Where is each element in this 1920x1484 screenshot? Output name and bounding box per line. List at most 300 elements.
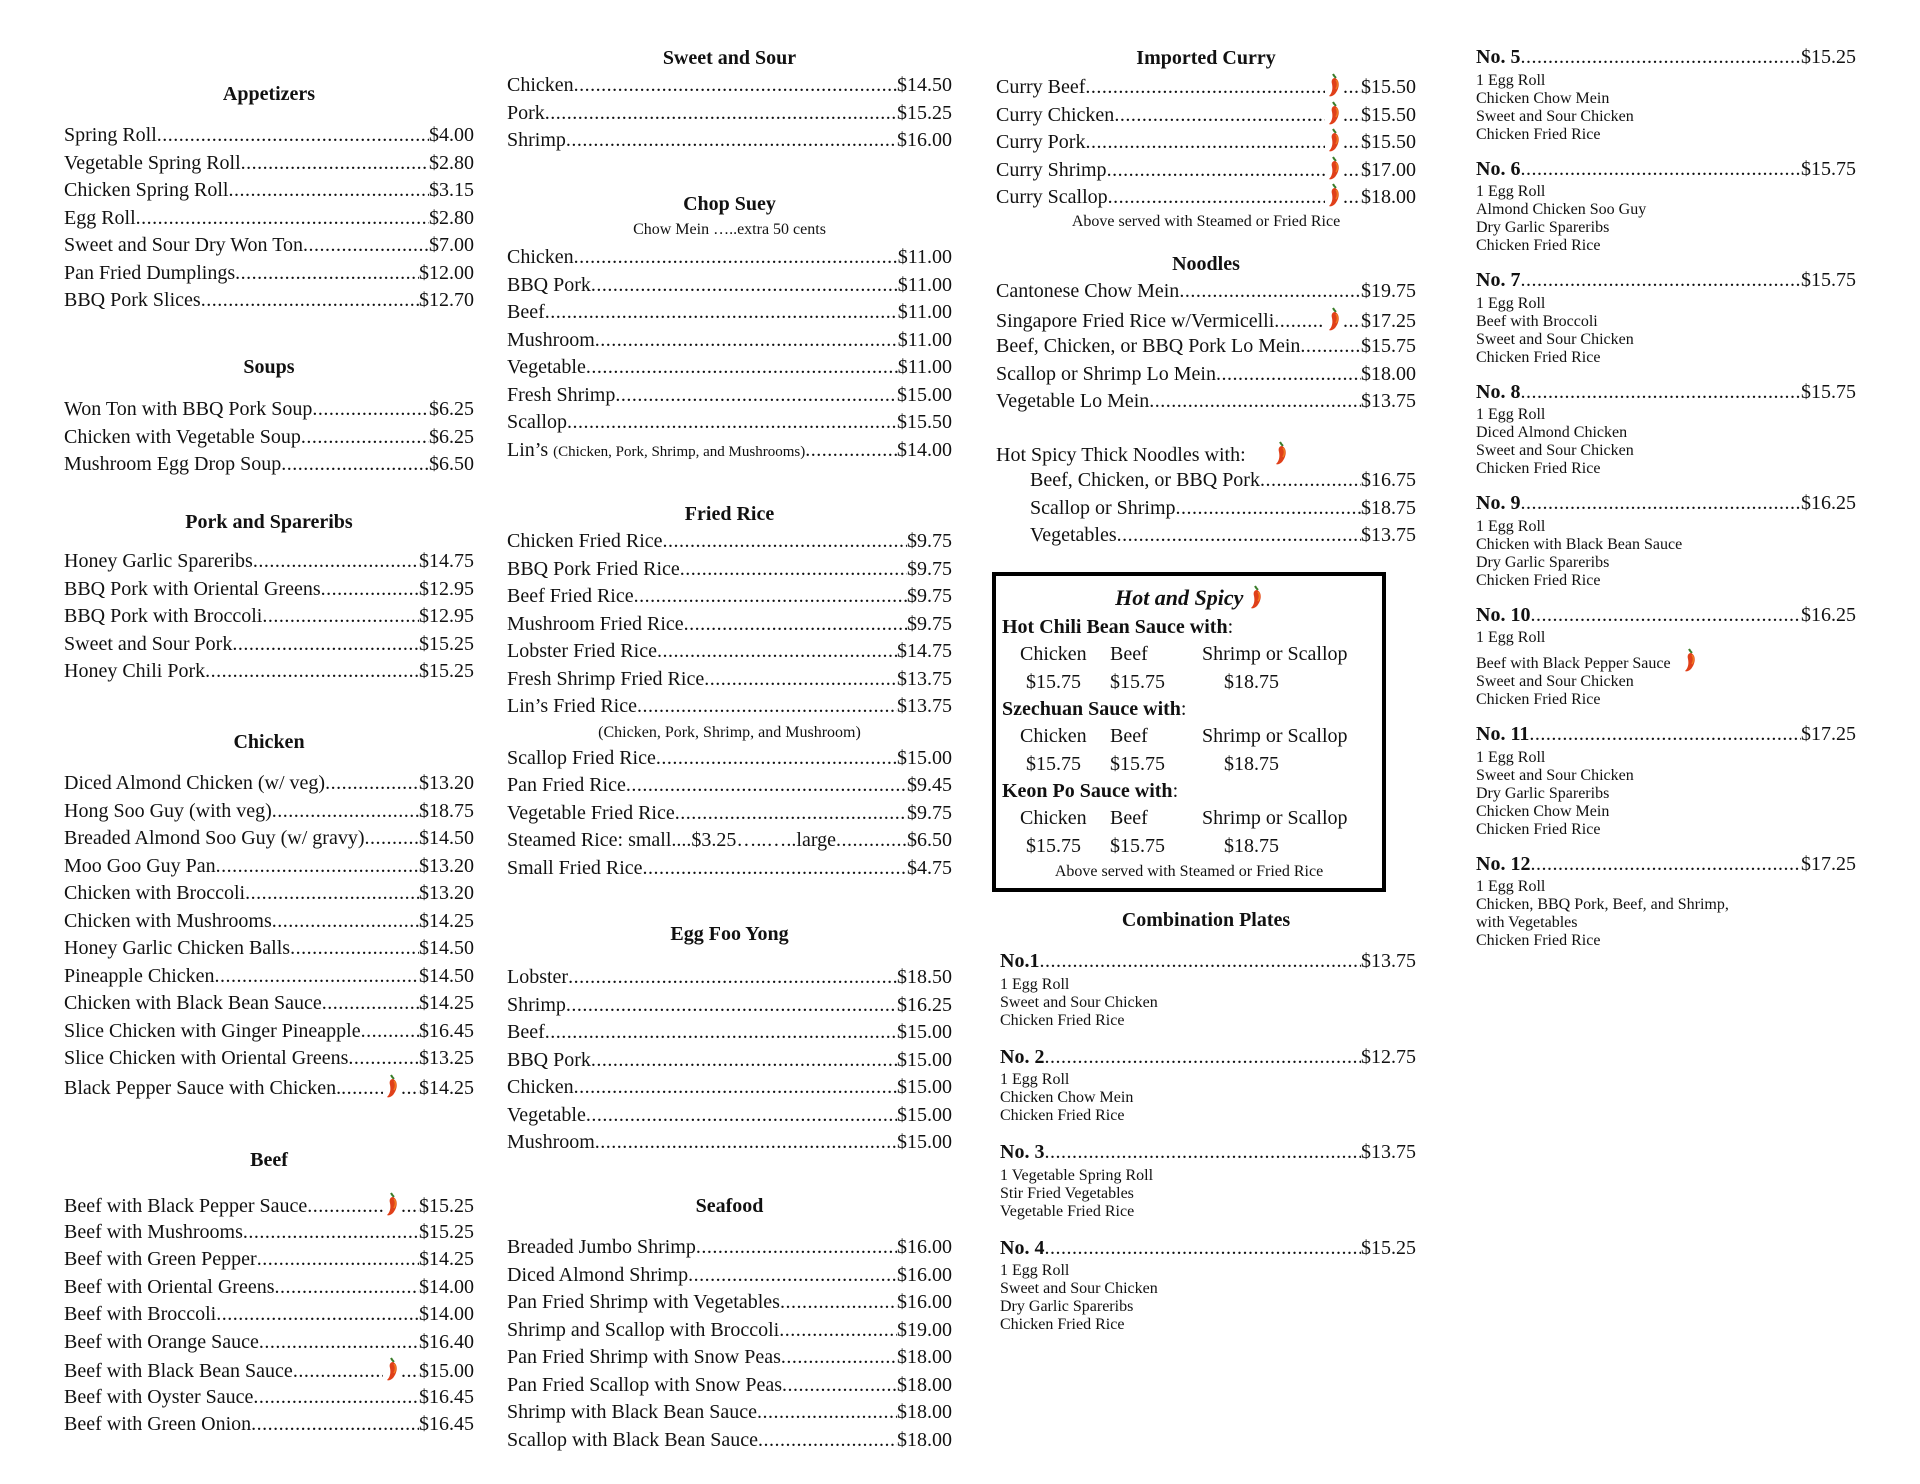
- item-price: $14.00: [419, 1303, 474, 1325]
- combo-item: Chicken Fried Rice: [1476, 571, 1601, 589]
- section-title: Chop Suey: [683, 193, 776, 215]
- dot-leader: [567, 409, 897, 437]
- menu-item: [64, 1191, 474, 1219]
- combo-item: 1 Egg Roll: [1000, 1262, 1070, 1279]
- menu-item: [507, 382, 952, 410]
- dot-leader: [307, 1193, 383, 1221]
- item-name: Beef with Oyster Sauce: [64, 1385, 254, 1408]
- item-name: Mushroom: [507, 328, 595, 351]
- column-header: Shrimp or Scallop: [1202, 807, 1348, 829]
- dot-leader: [1114, 102, 1325, 130]
- menu-item: [64, 880, 474, 908]
- item-name: Chicken: [507, 74, 574, 96]
- section-title: Egg Foo Yong: [670, 923, 789, 945]
- dot-leader: [688, 1262, 897, 1290]
- dot-leader: [322, 990, 419, 1018]
- sauce-price: $15.75: [1026, 835, 1081, 857]
- combo-plate: [1476, 602, 1856, 710]
- dot-leader: [1530, 602, 1801, 630]
- menu-item: [64, 658, 474, 686]
- item-name: Shrimp with Black Bean Sauce: [507, 1401, 757, 1423]
- item-name: Beef: [507, 1021, 545, 1043]
- dot-leader: [704, 666, 897, 694]
- pepper-icon: [1327, 182, 1341, 208]
- item-price: $9.75: [907, 612, 952, 635]
- pepper-icon: [1249, 584, 1263, 610]
- dot-leader: [216, 853, 419, 881]
- item-name: Breaded Almond Soo Guy (w/ gravy): [64, 827, 365, 849]
- combo-plate: [1476, 851, 1856, 951]
- item-name: Beef with Green Pepper: [64, 1248, 257, 1270]
- dot-leader: [272, 908, 419, 936]
- item-price: $12.95: [419, 577, 474, 600]
- item-name: Sweet and Sour Pork: [64, 632, 233, 655]
- sauce-price: $15.75: [1110, 753, 1165, 775]
- pepper-icon: [1274, 440, 1288, 470]
- sauce-price: $15.75: [1110, 835, 1165, 857]
- combo-item: 1 Egg Roll: [1476, 878, 1546, 895]
- dot-leader: [215, 963, 419, 991]
- section-title: Combination Plates: [1121, 909, 1291, 931]
- menu-item: [996, 127, 1416, 155]
- dot-leader: [262, 603, 419, 631]
- dot-leader: [836, 827, 907, 855]
- section-note: Chow Mein …..extra 50 cents: [633, 221, 826, 238]
- column-header: Beef: [1110, 643, 1148, 665]
- combo-heading: [1476, 156, 1856, 184]
- dot-leader: [657, 638, 897, 666]
- item-name: Vegetable: [507, 356, 586, 378]
- pepper-icon: [385, 1356, 399, 1386]
- combo-item: Chicken Chow Mein: [1000, 1089, 1134, 1106]
- combo-heading: [1476, 379, 1856, 407]
- pepper-icon: [1327, 127, 1341, 153]
- item-price: $7.00: [429, 234, 474, 256]
- item-price: $11.00: [897, 246, 952, 268]
- item-name: Curry Scallop: [996, 186, 1108, 208]
- item-name: Shrimp and Scallop with Broccoli: [507, 1318, 780, 1341]
- item-name: Sweet and Sour Dry Won Ton: [64, 234, 304, 256]
- dot-leader: [243, 1219, 419, 1247]
- chop-suey-section: [507, 190, 952, 464]
- item-price: $2.80: [429, 206, 474, 229]
- combo-item: Diced Almond Chicken: [1476, 424, 1628, 441]
- item-price: $16.45: [419, 1019, 474, 1042]
- dot-leader: [566, 127, 897, 155]
- combo-price: $13.75: [1361, 1141, 1416, 1163]
- dot-leader: [1343, 129, 1361, 157]
- item-price: $16.25: [897, 993, 952, 1016]
- combo-item: Chicken Fried Rice: [1476, 237, 1601, 254]
- sauce-price: $18.75: [1224, 671, 1279, 693]
- menu-item: [64, 1073, 474, 1101]
- item-name: Chicken Fried Rice: [507, 530, 663, 552]
- item-name: Beef, Chicken, or BBQ Pork: [1030, 469, 1260, 491]
- sauce-price: $18.75: [1224, 753, 1279, 775]
- dot-leader: [205, 658, 419, 686]
- combo-price: $16.25: [1801, 603, 1856, 626]
- item-price: $15.00: [897, 1048, 952, 1071]
- item-name: Beef with Broccoli: [64, 1303, 217, 1325]
- item-price: $18.00: [897, 1401, 952, 1423]
- menu-item: [64, 177, 474, 205]
- menu-item: [507, 437, 952, 465]
- pepper-icon: [1249, 585, 1263, 610]
- item-name: Vegetable Fried Rice: [507, 801, 675, 824]
- section-title: Sweet and Sour: [662, 47, 797, 69]
- combo-number: No. 10: [1476, 603, 1531, 626]
- item-name: BBQ Pork with Broccoli: [64, 605, 263, 627]
- pepper-icon: [385, 1073, 399, 1103]
- combo-number: No. 6: [1476, 157, 1521, 180]
- item-name: Vegetable: [507, 1103, 586, 1126]
- dot-leader: [595, 1129, 897, 1157]
- item-price: $14.25: [419, 1248, 474, 1270]
- column-header: Chicken: [1020, 643, 1087, 665]
- pepper-icon: [1327, 127, 1341, 157]
- column-header: Shrimp or Scallop: [1202, 725, 1348, 747]
- menu-item: [64, 1045, 474, 1073]
- combo-number: No. 11: [1476, 723, 1530, 745]
- item-price: $11.00: [897, 356, 952, 378]
- combo-item: Sweet and Sour Chicken: [1476, 107, 1634, 125]
- sauce-label: Keon Po Sauce with:: [1002, 780, 1179, 802]
- dot-leader: [312, 396, 429, 424]
- pepper-icon: [1327, 100, 1341, 126]
- item-name: Curry Pork: [996, 131, 1086, 153]
- section-title: Pork and Spareribs: [185, 511, 353, 533]
- item-name: Egg Roll: [64, 206, 136, 229]
- section-title: Noodles: [1172, 253, 1240, 275]
- combo-item: Chicken Fried Rice: [1476, 820, 1601, 838]
- item-price: $18.75: [419, 799, 474, 822]
- dot-leader: [361, 1018, 419, 1046]
- dot-leader: [259, 1329, 419, 1357]
- item-name: Spring Roll: [64, 124, 157, 146]
- pepper-icon: [1683, 647, 1697, 673]
- combo-item: Chicken, BBQ Pork, Beef, and Shrimp,: [1476, 896, 1729, 913]
- menu-item: [507, 327, 952, 355]
- column-header: Shrimp or Scallop: [1202, 643, 1348, 665]
- item-price: $13.20: [419, 854, 474, 877]
- dot-leader: [1343, 308, 1361, 336]
- item-price: $9.75: [907, 801, 952, 824]
- dot-leader: [1343, 102, 1361, 130]
- pepper-icon: [1327, 182, 1341, 212]
- item-price: $17.25: [1361, 309, 1416, 332]
- menu-item: [64, 935, 474, 963]
- dot-leader: [301, 424, 429, 452]
- combo-item: Chicken Fried Rice: [1476, 348, 1601, 366]
- pepper-icon: [385, 1073, 399, 1099]
- combo-heading: [1476, 44, 1856, 72]
- dot-leader: [545, 100, 897, 128]
- combo-price: $16.25: [1801, 492, 1856, 514]
- dot-leader: [1343, 74, 1361, 102]
- menu-item: [507, 1129, 952, 1157]
- dot-leader: [274, 1274, 419, 1302]
- item-price: $13.20: [419, 882, 474, 904]
- item-price: $19.75: [1361, 280, 1416, 302]
- item-price: $4.75: [907, 856, 952, 879]
- dot-leader: [293, 1358, 383, 1386]
- dot-leader: [232, 631, 419, 659]
- dot-leader: [574, 72, 897, 100]
- pepper-icon: [1327, 100, 1341, 130]
- item-price: $16.40: [419, 1330, 474, 1353]
- item-name: Honey Garlic Chicken Balls: [64, 937, 291, 959]
- combo-item: 1 Egg Roll: [1000, 1071, 1070, 1088]
- dot-leader: [1149, 388, 1361, 416]
- combo-heading: [1476, 490, 1856, 518]
- item-name: Breaded Jumbo Shrimp: [507, 1236, 696, 1258]
- section-title: Appetizers: [222, 83, 316, 105]
- dot-leader: [1343, 184, 1361, 212]
- item-name: Mushroom: [507, 1131, 595, 1153]
- dot-leader: [656, 745, 897, 773]
- combo-item: Vegetable Fried Rice: [1000, 1202, 1135, 1220]
- menu-item: [507, 800, 952, 828]
- item-name: Scallop or Shrimp: [1030, 496, 1176, 519]
- item-price: $6.25: [429, 398, 474, 420]
- menu-item: [64, 1384, 474, 1412]
- combo-item: Chicken Chow Mein: [1476, 89, 1610, 107]
- chicken-section: [64, 728, 474, 1100]
- egg-foo-yong-section: [507, 920, 952, 1157]
- menu-item: [64, 1411, 474, 1439]
- menu-item: [507, 611, 952, 639]
- item-name: Fresh Shrimp Fried Rice: [507, 667, 705, 690]
- sauce-price: $15.75: [1026, 671, 1081, 693]
- combo-price: $17.25: [1801, 723, 1856, 745]
- item-name: Beef with Orange Sauce: [64, 1330, 259, 1353]
- dot-leader: [757, 1399, 897, 1427]
- dot-leader: [1108, 184, 1325, 212]
- item-price: $15.00: [897, 746, 952, 769]
- hot-spicy-title: Hot and Spicy: [1002, 582, 1376, 614]
- item-name: Beef: [507, 301, 545, 323]
- menu-item: [507, 528, 952, 556]
- combo-item: Chicken with Black Bean Sauce: [1476, 535, 1683, 553]
- dot-leader: [1044, 1139, 1361, 1167]
- combo-item: 1 Egg Roll: [1476, 517, 1546, 535]
- combo-price: $15.25: [1801, 46, 1856, 68]
- dot-leader: [201, 287, 419, 315]
- item-price: $15.50: [1361, 131, 1416, 153]
- item-price: $18.00: [897, 1373, 952, 1396]
- menu-item: [64, 205, 474, 233]
- column-header: Beef: [1110, 807, 1148, 829]
- item-name: Chicken: [507, 246, 574, 268]
- column-header: Chicken: [1020, 725, 1087, 747]
- menu-item: [64, 1018, 474, 1046]
- pepper-icon: [1327, 72, 1341, 102]
- sauce-prices: [1002, 668, 1376, 696]
- combo-item: Dry Garlic Spareribs: [1476, 553, 1610, 571]
- dot-leader: [586, 354, 898, 382]
- combo-item: Chicken Fried Rice: [1000, 1107, 1125, 1124]
- menu-item: [64, 990, 474, 1018]
- item-name: Scallop Fried Rice: [507, 746, 656, 769]
- sauce-headers: [1002, 804, 1376, 832]
- menu-item: [507, 100, 952, 128]
- combo-item: Chicken Fried Rice: [1476, 932, 1601, 949]
- combo-heading: [1476, 267, 1856, 295]
- sauce-headers: [1002, 640, 1376, 668]
- dot-leader: [136, 205, 429, 233]
- combo-price: $15.75: [1801, 269, 1856, 291]
- menu-item: [996, 306, 1416, 334]
- menu-item: [64, 1329, 474, 1357]
- menu-item: [64, 631, 474, 659]
- dot-leader: [157, 122, 429, 150]
- combo-item: Almond Chicken Soo Guy: [1476, 201, 1647, 218]
- item-price: $11.00: [897, 328, 952, 351]
- item-price: $16.45: [419, 1385, 474, 1408]
- menu-item: [507, 1234, 952, 1262]
- item-name: Chicken with Black Bean Sauce: [64, 992, 322, 1014]
- item-price: $9.75: [907, 530, 952, 552]
- column-header: Chicken: [1020, 807, 1087, 829]
- combo-item: 1 Egg Roll: [1476, 748, 1546, 766]
- item-price: $16.00: [897, 1291, 952, 1313]
- item-price: $13.75: [1361, 524, 1416, 546]
- combo-plate: [1476, 379, 1856, 479]
- item-name: Scallop or Shrimp Lo Mein: [996, 362, 1216, 385]
- dot-leader: [348, 1045, 419, 1073]
- pepper-icon: [1327, 155, 1341, 185]
- menu-item: [64, 908, 474, 936]
- item-name: Fresh Shrimp: [507, 383, 616, 406]
- sauce-price: $18.75: [1224, 835, 1279, 857]
- menu-item: [64, 603, 474, 631]
- combo-heading: [1476, 602, 1856, 630]
- item-name: Moo Goo Guy Pan: [64, 854, 216, 877]
- combo-item: Chicken Fried Rice: [1476, 460, 1601, 477]
- dot-leader: [325, 770, 419, 798]
- item-price: $12.95: [419, 605, 474, 627]
- sauce-price: $15.75: [1110, 671, 1165, 693]
- item-name: Beef Fried Rice: [507, 585, 634, 607]
- combo-item: Dry Garlic Spareribs: [1000, 1298, 1134, 1315]
- menu-item: [64, 122, 474, 150]
- item-price: $18.00: [1361, 186, 1416, 208]
- combo-item: Beef with Broccoli: [1476, 312, 1598, 330]
- combo-item: Beef with Black Pepper Sauce: [1476, 647, 1856, 673]
- dot-leader: [1343, 157, 1361, 185]
- sauce-headers: [1002, 722, 1376, 750]
- item-price: $14.50: [897, 74, 952, 96]
- combo-price: $15.75: [1801, 380, 1856, 403]
- item-name: Chicken with Vegetable Soup: [64, 425, 301, 448]
- combo-heading: [1000, 1044, 1416, 1072]
- dot-leader: [637, 693, 897, 721]
- item-name: Slice Chicken with Ginger Pineapple: [64, 1019, 361, 1042]
- item-price: $15.00: [897, 1131, 952, 1153]
- menu-item: [507, 1427, 952, 1455]
- combo-plate: [1476, 156, 1856, 256]
- item-name: BBQ Pork: [507, 1048, 591, 1071]
- pepper-icon: [1327, 72, 1341, 98]
- item-price: $4.00: [429, 124, 474, 146]
- item-name: Steamed Rice: small....$3.25…..…..large: [507, 829, 837, 851]
- menu-item: [507, 992, 952, 1020]
- item-price: $9.75: [907, 585, 952, 607]
- combo-number: No. 8: [1476, 380, 1521, 403]
- menu-item: [64, 963, 474, 991]
- menu-item: [507, 1372, 952, 1400]
- dot-leader: [1260, 467, 1361, 495]
- appetizers-section: [64, 80, 474, 315]
- combo-plate: [1000, 1044, 1416, 1126]
- item-name: Chicken: [507, 1076, 574, 1098]
- item-name: Diced Almond Chicken (w/ veg): [64, 772, 326, 794]
- item-name: Curry Shrimp: [996, 158, 1107, 181]
- column-header: Beef: [1110, 725, 1148, 747]
- dot-leader: [253, 1384, 419, 1412]
- combo-item: 1 Egg Roll: [1476, 406, 1546, 423]
- item-price: $14.50: [419, 937, 474, 959]
- item-name: Beef, Chicken, or BBQ Pork Lo Mein: [996, 335, 1301, 357]
- menu-item: [507, 1289, 952, 1317]
- dot-leader: [680, 556, 907, 584]
- menu-item: [507, 693, 952, 721]
- combo-number: No. 5: [1476, 46, 1521, 68]
- item-name: Shrimp: [507, 129, 566, 151]
- combo-item: 1 Egg Roll: [1476, 629, 1546, 646]
- dot-leader: [595, 327, 898, 355]
- combo-heading: [1000, 1235, 1416, 1263]
- menu-item: [507, 127, 952, 155]
- menu-item: [507, 1047, 952, 1075]
- menu-item: [507, 583, 952, 611]
- dot-leader: [591, 1047, 897, 1075]
- menu-item: [507, 1399, 952, 1427]
- seafood-section: [507, 1192, 952, 1454]
- menu-item: [507, 772, 952, 800]
- item-name: Pineapple Chicken: [64, 964, 215, 987]
- item-name: Lobster Fried Rice: [507, 640, 657, 662]
- item-name: Cantonese Chow Mein: [996, 280, 1180, 302]
- dot-leader: [566, 992, 897, 1020]
- item-name: Lobster: [507, 966, 569, 988]
- item-name: Pan Fried Scallop with Snow Peas: [507, 1373, 782, 1396]
- menu-item: [1030, 495, 1416, 523]
- item-name: Curry Chicken: [996, 103, 1115, 126]
- menu-item: [64, 396, 474, 424]
- dot-leader: [1520, 490, 1801, 518]
- dot-leader: [303, 232, 429, 260]
- section-title: Beef: [250, 1149, 288, 1171]
- section-title: Fried Rice: [684, 503, 775, 525]
- section-title: Soups: [243, 356, 295, 378]
- menu-item: [64, 232, 474, 260]
- sauce-label: Hot Chili Bean Sauce with:: [1002, 616, 1234, 638]
- combo-item: Chicken Fried Rice: [1000, 1011, 1125, 1029]
- menu-item: [996, 278, 1416, 306]
- combo-price: $15.75: [1801, 157, 1856, 180]
- item-price: $16.00: [897, 1263, 952, 1286]
- combo-plate: [1476, 267, 1856, 367]
- dot-leader: [545, 1019, 897, 1047]
- item-name: Chicken Spring Roll: [64, 179, 229, 201]
- pepper-icon: [1274, 440, 1288, 466]
- item-price: $6.25: [429, 425, 474, 448]
- combo-item: Chicken Fried Rice: [1000, 1316, 1125, 1333]
- item-price: $18.50: [897, 966, 952, 988]
- menu-item: [64, 548, 474, 576]
- menu-item: [64, 853, 474, 881]
